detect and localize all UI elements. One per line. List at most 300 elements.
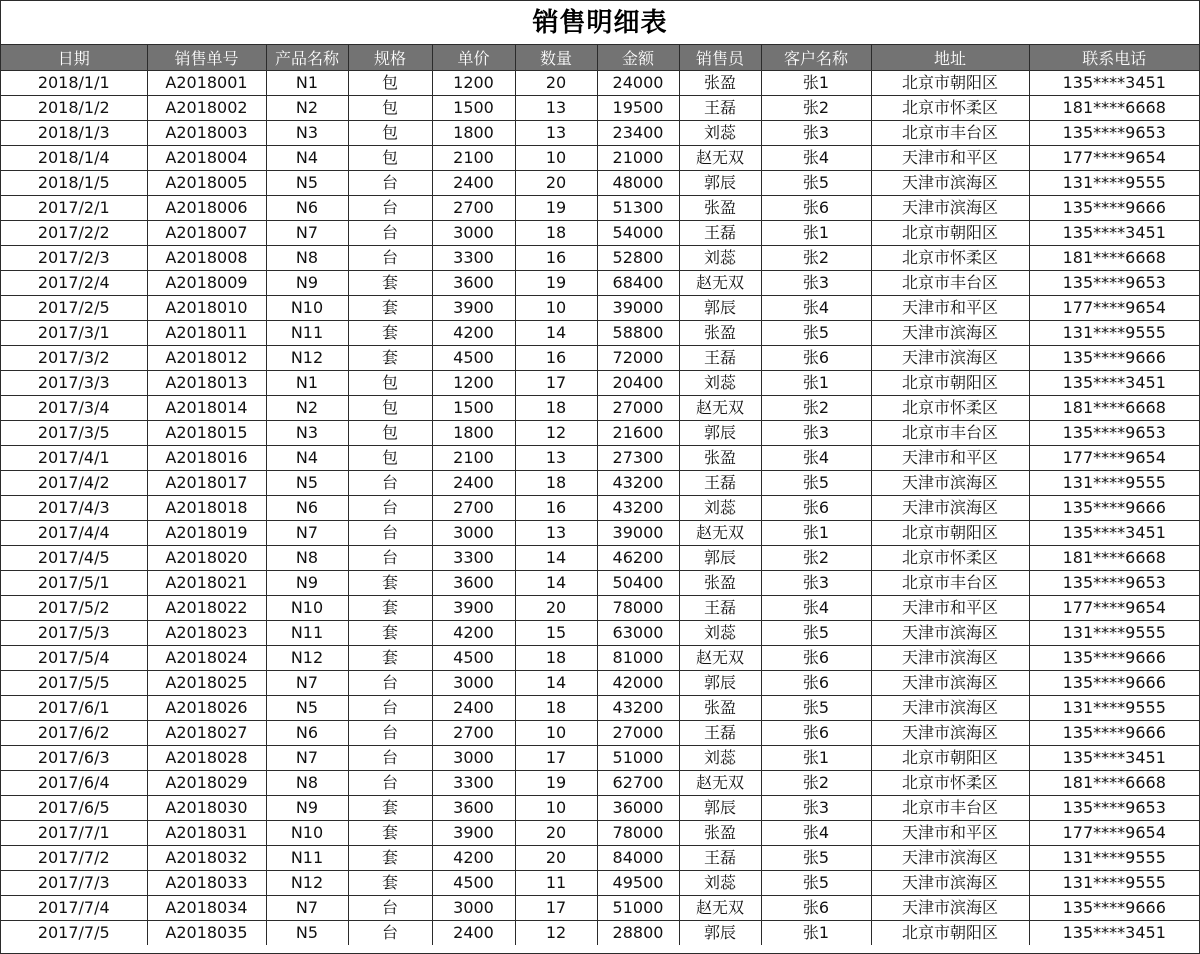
cell-spec[interactable]: 台	[348, 896, 432, 921]
cell-customer-name[interactable]: 张1	[761, 746, 871, 771]
cell-address[interactable]: 北京市丰台区	[871, 421, 1029, 446]
cell-address[interactable]: 北京市朝阳区	[871, 221, 1029, 246]
cell-date[interactable]: 2017/7/4	[1, 896, 147, 921]
cell-unit-price[interactable]: 1200	[432, 371, 515, 396]
cell-quantity[interactable]: 10	[515, 721, 597, 746]
cell-order-no[interactable]: A2018030	[147, 796, 266, 821]
column-header-amount[interactable]: 金额	[597, 45, 679, 71]
cell-product-name[interactable]: N7	[266, 746, 348, 771]
cell-spec[interactable]: 包	[348, 146, 432, 171]
cell-unit-price[interactable]: 2700	[432, 496, 515, 521]
cell-address[interactable]: 北京市丰台区	[871, 121, 1029, 146]
cell-date[interactable]: 2017/2/4	[1, 271, 147, 296]
cell-quantity[interactable]: 12	[515, 421, 597, 446]
cell-phone[interactable]: 135****9666	[1029, 496, 1199, 521]
cell-product-name[interactable]: N1	[266, 371, 348, 396]
cell-product-name[interactable]: N6	[266, 721, 348, 746]
cell-quantity[interactable]: 19	[515, 196, 597, 221]
cell-unit-price[interactable]: 4200	[432, 321, 515, 346]
cell-product-name[interactable]: N9	[266, 796, 348, 821]
cell-address[interactable]: 天津市滨海区	[871, 646, 1029, 671]
cell-quantity[interactable]: 16	[515, 346, 597, 371]
column-header-customer-name[interactable]: 客户名称	[761, 45, 871, 71]
cell-salesperson[interactable]: 郭辰	[679, 171, 761, 196]
cell-product-name[interactable]: N9	[266, 271, 348, 296]
cell-product-name[interactable]: N3	[266, 121, 348, 146]
cell-spec[interactable]: 台	[348, 246, 432, 271]
cell-amount[interactable]: 81000	[597, 646, 679, 671]
cell-salesperson[interactable]: 王磊	[679, 346, 761, 371]
cell-address[interactable]: 天津市和平区	[871, 446, 1029, 471]
cell-address[interactable]: 北京市朝阳区	[871, 521, 1029, 546]
cell-address[interactable]: 天津市滨海区	[871, 671, 1029, 696]
cell-phone[interactable]: 181****6668	[1029, 396, 1199, 421]
cell-quantity[interactable]: 17	[515, 371, 597, 396]
cell-spec[interactable]: 台	[348, 746, 432, 771]
cell-spec[interactable]: 套	[348, 596, 432, 621]
cell-product-name[interactable]: N7	[266, 671, 348, 696]
cell-spec[interactable]: 套	[348, 271, 432, 296]
cell-spec[interactable]: 套	[348, 621, 432, 646]
cell-product-name[interactable]: N11	[266, 846, 348, 871]
cell-quantity[interactable]: 19	[515, 271, 597, 296]
cell-amount[interactable]: 43200	[597, 471, 679, 496]
cell-quantity[interactable]: 14	[515, 671, 597, 696]
cell-quantity[interactable]: 14	[515, 571, 597, 596]
cell-unit-price[interactable]: 4200	[432, 621, 515, 646]
cell-order-no[interactable]: A2018019	[147, 521, 266, 546]
cell-address[interactable]: 北京市怀柔区	[871, 96, 1029, 121]
cell-spec[interactable]: 台	[348, 921, 432, 946]
cell-spec[interactable]: 台	[348, 696, 432, 721]
cell-date[interactable]: 2017/4/3	[1, 496, 147, 521]
cell-customer-name[interactable]: 张5	[761, 171, 871, 196]
cell-amount[interactable]: 36000	[597, 796, 679, 821]
cell-customer-name[interactable]: 张4	[761, 596, 871, 621]
cell-amount[interactable]: 51000	[597, 896, 679, 921]
cell-spec[interactable]: 台	[348, 496, 432, 521]
cell-order-no[interactable]: A2018022	[147, 596, 266, 621]
cell-order-no[interactable]: A2018006	[147, 196, 266, 221]
cell-spec[interactable]: 套	[348, 821, 432, 846]
cell-product-name[interactable]: N5	[266, 171, 348, 196]
cell-product-name[interactable]: N8	[266, 771, 348, 796]
cell-customer-name[interactable]: 张5	[761, 696, 871, 721]
cell-product-name[interactable]: N4	[266, 146, 348, 171]
cell-phone[interactable]: 135****3451	[1029, 746, 1199, 771]
cell-amount[interactable]: 72000	[597, 346, 679, 371]
cell-unit-price[interactable]: 4200	[432, 846, 515, 871]
cell-phone[interactable]: 177****9654	[1029, 296, 1199, 321]
cell-unit-price[interactable]: 2700	[432, 196, 515, 221]
cell-phone[interactable]: 131****9555	[1029, 171, 1199, 196]
cell-unit-price[interactable]: 3600	[432, 571, 515, 596]
cell-address[interactable]: 北京市朝阳区	[871, 71, 1029, 96]
cell-unit-price[interactable]: 3300	[432, 246, 515, 271]
cell-date[interactable]: 2018/1/1	[1, 71, 147, 96]
cell-amount[interactable]: 68400	[597, 271, 679, 296]
cell-amount[interactable]: 21600	[597, 421, 679, 446]
cell-amount[interactable]: 27300	[597, 446, 679, 471]
cell-date[interactable]: 2018/1/4	[1, 146, 147, 171]
cell-spec[interactable]: 套	[348, 321, 432, 346]
cell-address[interactable]: 天津市和平区	[871, 821, 1029, 846]
cell-spec[interactable]: 包	[348, 96, 432, 121]
cell-customer-name[interactable]: 张5	[761, 321, 871, 346]
cell-spec[interactable]: 套	[348, 871, 432, 896]
cell-amount[interactable]: 24000	[597, 71, 679, 96]
cell-spec[interactable]: 台	[348, 471, 432, 496]
cell-quantity[interactable]: 16	[515, 496, 597, 521]
cell-unit-price[interactable]: 3000	[432, 521, 515, 546]
cell-spec[interactable]: 套	[348, 346, 432, 371]
cell-product-name[interactable]: N5	[266, 696, 348, 721]
cell-date[interactable]: 2017/2/2	[1, 221, 147, 246]
cell-salesperson[interactable]: 王磊	[679, 221, 761, 246]
cell-product-name[interactable]: N10	[266, 596, 348, 621]
cell-order-no[interactable]: A2018024	[147, 646, 266, 671]
cell-product-name[interactable]: N6	[266, 196, 348, 221]
cell-spec[interactable]: 套	[348, 846, 432, 871]
cell-unit-price[interactable]: 3300	[432, 546, 515, 571]
cell-date[interactable]: 2017/4/4	[1, 521, 147, 546]
cell-spec[interactable]: 套	[348, 296, 432, 321]
cell-amount[interactable]: 19500	[597, 96, 679, 121]
cell-spec[interactable]: 套	[348, 646, 432, 671]
column-header-unit-price[interactable]: 单价	[432, 45, 515, 71]
cell-order-no[interactable]: A2018005	[147, 171, 266, 196]
cell-phone[interactable]: 181****6668	[1029, 546, 1199, 571]
cell-spec[interactable]: 台	[348, 671, 432, 696]
cell-quantity[interactable]: 10	[515, 146, 597, 171]
cell-amount[interactable]: 27000	[597, 396, 679, 421]
cell-unit-price[interactable]: 2100	[432, 146, 515, 171]
cell-order-no[interactable]: A2018009	[147, 271, 266, 296]
cell-spec[interactable]: 包	[348, 446, 432, 471]
cell-unit-price[interactable]: 1500	[432, 96, 515, 121]
cell-spec[interactable]: 包	[348, 371, 432, 396]
cell-product-name[interactable]: N10	[266, 296, 348, 321]
cell-date[interactable]: 2017/5/3	[1, 621, 147, 646]
cell-salesperson[interactable]: 郭辰	[679, 671, 761, 696]
cell-address[interactable]: 北京市怀柔区	[871, 771, 1029, 796]
cell-quantity[interactable]: 18	[515, 696, 597, 721]
cell-salesperson[interactable]: 王磊	[679, 96, 761, 121]
cell-amount[interactable]: 49500	[597, 871, 679, 896]
cell-spec[interactable]: 包	[348, 421, 432, 446]
cell-quantity[interactable]: 16	[515, 246, 597, 271]
cell-date[interactable]: 2017/7/3	[1, 871, 147, 896]
cell-customer-name[interactable]: 张1	[761, 521, 871, 546]
cell-customer-name[interactable]: 张6	[761, 346, 871, 371]
column-header-date[interactable]: 日期	[1, 45, 147, 71]
cell-product-name[interactable]: N5	[266, 921, 348, 946]
cell-amount[interactable]: 46200	[597, 546, 679, 571]
cell-order-no[interactable]: A2018027	[147, 721, 266, 746]
cell-salesperson[interactable]: 王磊	[679, 721, 761, 746]
cell-phone[interactable]: 135****9653	[1029, 121, 1199, 146]
cell-phone[interactable]: 135****3451	[1062, 923, 1166, 942]
cell-unit-price[interactable]: 2400	[432, 171, 515, 196]
cell-salesperson[interactable]: 刘蕊	[679, 371, 761, 396]
cell-salesperson[interactable]: 刘蕊	[679, 746, 761, 771]
cell-salesperson[interactable]: 赵无双	[679, 271, 761, 296]
cell-quantity[interactable]: 18	[515, 646, 597, 671]
cell-date[interactable]: 2017/3/5	[1, 421, 147, 446]
cell-customer-name[interactable]: 张4	[761, 446, 871, 471]
cell-quantity[interactable]: 20	[515, 846, 597, 871]
cell-product-name[interactable]: N2	[266, 96, 348, 121]
cell-phone[interactable]: 135****9653	[1029, 271, 1199, 296]
cell-product-name[interactable]: N2	[266, 396, 348, 421]
cell-phone[interactable]: 135****3451	[1029, 71, 1199, 96]
cell-salesperson[interactable]: 郭辰	[679, 296, 761, 321]
cell-product-name[interactable]: N6	[266, 496, 348, 521]
cell-date[interactable]: 2018/1/5	[1, 171, 147, 196]
column-header-phone[interactable]: 联系电话	[1029, 45, 1199, 71]
column-header-address[interactable]: 地址	[871, 45, 1029, 71]
cell-date[interactable]: 2017/2/3	[1, 246, 147, 271]
cell-quantity[interactable]: 20	[515, 71, 597, 96]
cell-salesperson[interactable]: 张盈	[679, 696, 761, 721]
cell-phone[interactable]: 181****6668	[1029, 246, 1199, 271]
cell-date[interactable]: 2017/3/2	[1, 346, 147, 371]
cell-amount[interactable]: 39000	[597, 521, 679, 546]
cell-salesperson[interactable]: 郭辰	[679, 796, 761, 821]
cell-address[interactable]: 天津市滨海区	[871, 196, 1029, 221]
cell-address[interactable]: 天津市滨海区	[871, 896, 1029, 921]
cell-quantity[interactable]: 13	[515, 96, 597, 121]
cell-product-name[interactable]: N1	[266, 71, 348, 96]
cell-product-name[interactable]: N12	[266, 346, 348, 371]
cell-order-no[interactable]: A2018034	[147, 896, 266, 921]
cell-unit-price[interactable]: 1500	[432, 396, 515, 421]
cell-salesperson[interactable]: 张盈	[679, 821, 761, 846]
cell-customer-name[interactable]: 张4	[761, 296, 871, 321]
cell-amount[interactable]: 63000	[597, 621, 679, 646]
cell-phone[interactable]: 135****9653	[1029, 421, 1199, 446]
cell-amount[interactable]: 23400	[597, 121, 679, 146]
cell-unit-price[interactable]: 4500	[432, 871, 515, 896]
cell-amount[interactable]: 20400	[597, 371, 679, 396]
cell-address[interactable]: 北京市怀柔区	[871, 396, 1029, 421]
cell-spec[interactable]: 包	[348, 71, 432, 96]
cell-product-name[interactable]: N12	[266, 646, 348, 671]
cell-customer-name[interactable]: 张1	[761, 221, 871, 246]
column-header-product-name[interactable]: 产品名称	[266, 45, 348, 71]
cell-customer-name[interactable]: 张6	[761, 721, 871, 746]
cell-phone[interactable]: 131****9555	[1029, 321, 1199, 346]
cell-customer-name[interactable]: 张1	[761, 371, 871, 396]
column-header-order-no[interactable]: 销售单号	[147, 45, 266, 71]
cell-order-no[interactable]: A2018014	[147, 396, 266, 421]
cell-address[interactable]: 天津市滨海区	[871, 346, 1029, 371]
cell-phone[interactable]: 135****9666	[1029, 671, 1199, 696]
cell-product-name[interactable]: N4	[266, 446, 348, 471]
cell-spec[interactable]: 台	[348, 221, 432, 246]
cell-unit-price[interactable]: 3900	[432, 596, 515, 621]
cell-quantity[interactable]: 20	[515, 821, 597, 846]
cell-salesperson[interactable]: 刘蕊	[679, 871, 761, 896]
cell-order-no[interactable]: A2018032	[147, 846, 266, 871]
cell-product-name[interactable]: N12	[266, 871, 348, 896]
cell-address[interactable]: 天津市滨海区	[871, 496, 1029, 521]
cell-customer-name[interactable]: 张3	[761, 121, 871, 146]
cell-phone[interactable]: 135****3451	[1029, 221, 1199, 246]
cell-quantity[interactable]: 20	[515, 171, 597, 196]
cell-amount[interactable]: 27000	[597, 721, 679, 746]
cell-salesperson[interactable]: 赵无双	[679, 771, 761, 796]
cell-address[interactable]: 北京市怀柔区	[871, 246, 1029, 271]
cell-spec[interactable]: 包	[348, 396, 432, 421]
cell-order-no[interactable]: A2018007	[147, 221, 266, 246]
cell-salesperson[interactable]: 赵无双	[679, 521, 761, 546]
cell-date[interactable]: 2017/7/1	[1, 821, 147, 846]
cell-order-no[interactable]: A2018033	[147, 871, 266, 896]
cell-salesperson[interactable]: 郭辰	[679, 546, 761, 571]
cell-customer-name[interactable]: 张3	[761, 796, 871, 821]
cell-unit-price[interactable]: 2700	[432, 721, 515, 746]
cell-salesperson[interactable]: 张盈	[679, 196, 761, 221]
cell-quantity[interactable]: 10	[515, 296, 597, 321]
cell-date[interactable]: 2017/4/5	[1, 546, 147, 571]
cell-phone[interactable]: 131****9555	[1029, 696, 1199, 721]
cell-customer-name[interactable]: 张6	[761, 671, 871, 696]
cell-order-no[interactable]: A2018016	[147, 446, 266, 471]
cell-order-no[interactable]: A2018011	[147, 321, 266, 346]
cell-salesperson[interactable]: 张盈	[679, 321, 761, 346]
cell-order-no[interactable]: A2018017	[147, 471, 266, 496]
cell-address[interactable]: 北京市丰台区	[871, 571, 1029, 596]
cell-customer-name[interactable]: 张3	[761, 271, 871, 296]
cell-address[interactable]: 天津市和平区	[871, 596, 1029, 621]
cell-customer-name[interactable]: 张3	[761, 571, 871, 596]
cell-salesperson[interactable]: 赵无双	[679, 896, 761, 921]
cell-order-no[interactable]: A2018028	[147, 746, 266, 771]
cell-spec[interactable]: 台	[348, 521, 432, 546]
cell-unit-price[interactable]: 3300	[432, 771, 515, 796]
cell-salesperson[interactable]: 刘蕊	[679, 121, 761, 146]
cell-address[interactable]: 天津市滨海区	[871, 871, 1029, 896]
cell-customer-name[interactable]: 张5	[761, 871, 871, 896]
cell-order-no[interactable]: A2018026	[147, 696, 266, 721]
cell-product-name[interactable]: N10	[266, 821, 348, 846]
cell-order-no[interactable]: A2018021	[147, 571, 266, 596]
cell-customer-name[interactable]: 张6	[761, 646, 871, 671]
cell-salesperson[interactable]: 王磊	[679, 471, 761, 496]
cell-date[interactable]: 2017/5/4	[1, 646, 147, 671]
cell-spec[interactable]: 套	[348, 796, 432, 821]
cell-address[interactable]: 北京市朝阳区	[871, 746, 1029, 771]
cell-unit-price[interactable]: 3600	[432, 271, 515, 296]
cell-quantity[interactable]: 12	[515, 921, 597, 946]
cell-phone[interactable]: 177****9654	[1029, 446, 1199, 471]
cell-address[interactable]: 北京市丰台区	[871, 796, 1029, 821]
cell-customer-name[interactable]: 张1	[761, 71, 871, 96]
cell-unit-price[interactable]: 3600	[432, 796, 515, 821]
cell-address[interactable]: 天津市滨海区	[871, 471, 1029, 496]
cell-quantity[interactable]: 14	[515, 546, 597, 571]
cell-phone[interactable]: 135****9666	[1029, 346, 1199, 371]
cell-date[interactable]: 2017/7/5	[1, 921, 147, 946]
cell-spec[interactable]: 台	[348, 546, 432, 571]
cell-spec[interactable]: 台	[348, 771, 432, 796]
cell-salesperson[interactable]: 张盈	[679, 446, 761, 471]
cell-address[interactable]: 北京市怀柔区	[871, 546, 1029, 571]
cell-date[interactable]: 2017/6/4	[1, 771, 147, 796]
cell-amount[interactable]: 43200	[597, 696, 679, 721]
cell-phone[interactable]: 181****6668	[1029, 771, 1199, 796]
cell-spec[interactable]: 台	[348, 171, 432, 196]
cell-customer-name[interactable]: 张2	[761, 396, 871, 421]
cell-order-no[interactable]: A2018002	[147, 96, 266, 121]
cell-quantity[interactable]: 18	[515, 471, 597, 496]
cell-phone[interactable]: 135****9653	[1029, 796, 1199, 821]
cell-order-no[interactable]: A2018008	[147, 246, 266, 271]
cell-product-name[interactable]: N11	[266, 321, 348, 346]
cell-amount[interactable]: 42000	[597, 671, 679, 696]
cell-phone[interactable]: 181****6668	[1029, 96, 1199, 121]
cell-order-no[interactable]: A2018025	[147, 671, 266, 696]
cell-date[interactable]: 2017/3/3	[1, 371, 147, 396]
cell-unit-price[interactable]: 2100	[432, 446, 515, 471]
cell-amount[interactable]: 50400	[597, 571, 679, 596]
cell-order-no[interactable]: A2018031	[147, 821, 266, 846]
cell-salesperson[interactable]: 刘蕊	[679, 496, 761, 521]
column-header-salesperson[interactable]: 销售员	[679, 45, 761, 71]
cell-amount[interactable]: 52800	[597, 246, 679, 271]
cell-date[interactable]: 2017/5/2	[1, 596, 147, 621]
cell-address[interactable]: 天津市滨海区	[871, 621, 1029, 646]
cell-address[interactable]: 天津市和平区	[871, 146, 1029, 171]
cell-amount[interactable]: 62700	[597, 771, 679, 796]
cell-salesperson[interactable]: 刘蕊	[679, 621, 761, 646]
cell-date[interactable]: 2017/3/4	[1, 396, 147, 421]
cell-unit-price[interactable]: 3000	[432, 746, 515, 771]
cell-phone[interactable]: 177****9654	[1029, 821, 1199, 846]
cell-product-name[interactable]: N11	[266, 621, 348, 646]
cell-amount[interactable]: 54000	[597, 221, 679, 246]
cell-amount[interactable]: 21000	[597, 146, 679, 171]
cell-salesperson[interactable]: 郭辰	[679, 421, 761, 446]
cell-order-no[interactable]: A2018001	[147, 71, 266, 96]
cell-customer-name[interactable]: 张1	[761, 921, 871, 946]
cell-order-no[interactable]: A2018015	[147, 421, 266, 446]
cell-quantity[interactable]: 17	[515, 746, 597, 771]
cell-order-no[interactable]: A2018013	[147, 371, 266, 396]
cell-customer-name[interactable]: 张2	[761, 771, 871, 796]
cell-amount[interactable]: 78000	[597, 821, 679, 846]
cell-unit-price[interactable]: 3000	[432, 896, 515, 921]
cell-customer-name[interactable]: 张5	[761, 621, 871, 646]
cell-phone[interactable]: 135****9666	[1029, 721, 1199, 746]
cell-quantity[interactable]: 10	[515, 796, 597, 821]
cell-quantity[interactable]: 19	[515, 771, 597, 796]
cell-unit-price[interactable]: 1800	[432, 121, 515, 146]
cell-phone[interactable]: 131****9555	[1029, 621, 1199, 646]
cell-quantity[interactable]: 13	[515, 446, 597, 471]
cell-salesperson[interactable]: 王磊	[679, 596, 761, 621]
cell-product-name[interactable]: N8	[266, 246, 348, 271]
cell-order-no[interactable]: A2018035	[147, 921, 266, 946]
cell-address[interactable]: 北京市朝阳区	[871, 371, 1029, 396]
cell-salesperson[interactable]: 赵无双	[679, 146, 761, 171]
cell-product-name[interactable]: N5	[266, 471, 348, 496]
cell-customer-name[interactable]: 张4	[761, 146, 871, 171]
cell-quantity[interactable]: 14	[515, 321, 597, 346]
cell-unit-price[interactable]: 1800	[432, 421, 515, 446]
column-header-quantity[interactable]: 数量	[515, 45, 597, 71]
